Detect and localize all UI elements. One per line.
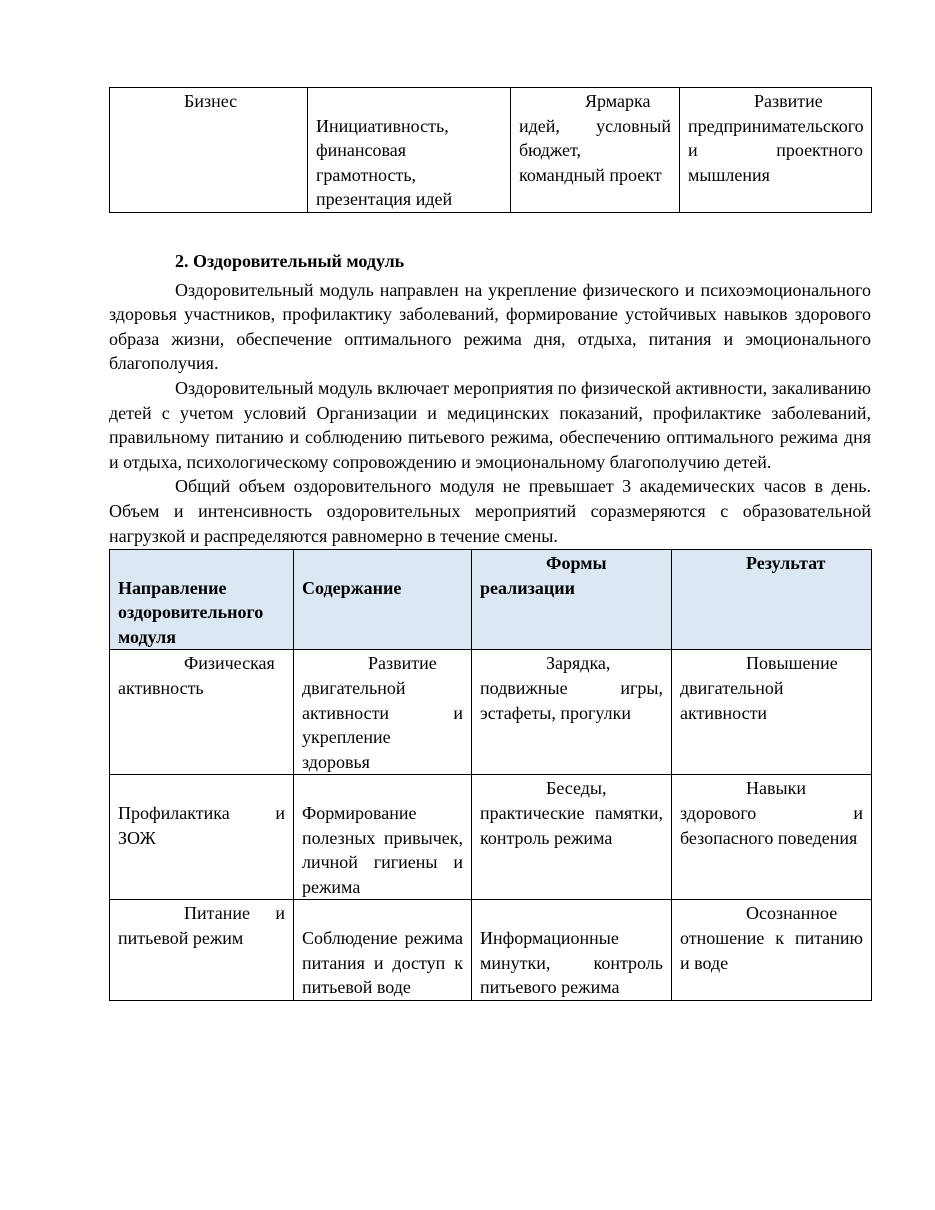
table-cell: Формирование полезных привычек, личной гигиены и режима [294, 775, 472, 900]
table-cell: Инициативность, финансовая грамотность, презентация идей [308, 88, 511, 213]
table-cell: Осознанное отношение к питанию и воде [672, 900, 872, 1000]
table-cell: Питание и питьевой режим [110, 900, 294, 1000]
table-row [110, 775, 872, 900]
table-header-row [110, 550, 872, 650]
table-row [110, 88, 872, 213]
table-cell: Информационные минутки, контроль питьевого режима [472, 900, 672, 1000]
column-header: Формы реализации [472, 550, 672, 650]
table-cell: Физическая активность [110, 650, 294, 775]
table-cell: Беседы, практические памятки, контроль режима [472, 775, 672, 900]
table-cell: Бизнес [110, 88, 308, 213]
section-title: 2. Оздоровительный модуль [175, 250, 405, 271]
paragraph: Оздоровительный модуль включает мероприятия по физической активности, закаливанию детей с учетом условий Организации и медицинских показаний, профилактике заболеваний, правильному питанию и соблюдению питьевого режима, обеспечению оптимального режима дня и отдыха, психологическому сопровождению и эмоциональному благополучию детей. [109, 377, 871, 472]
paragraph: Общий объем оздоровительного модуля не превышает 3 академических часов в день. Объем и интенсивность оздоровительных мероприятий соразмеряются с образовательной нагрузкой и распределяются равномерно в течение смены. [109, 476, 871, 546]
column-header: Результат [672, 550, 872, 650]
document-page [109, 87, 871, 1001]
table-cell: Соблюдение режима питания и доступ к питьевой воде [294, 900, 472, 1000]
table-cell: Развитие двигательной активности и укрепление здоровья [294, 650, 472, 775]
table-cell: Ярмарка идей, условный бюджет, командный проект [511, 88, 680, 213]
table-cell: Профилактика и ЗОЖ [110, 775, 294, 900]
table-cell: Развитие предпринимательского и проектного мышления [680, 88, 872, 213]
table-cell: Навыки здорового и безопасного поведения [672, 775, 872, 900]
column-header: Содержание [294, 550, 472, 650]
business-table [109, 87, 872, 213]
column-header: Направление оздоровительного модуля [110, 550, 294, 650]
health-module-table [109, 549, 872, 1001]
table-row [110, 900, 872, 1000]
paragraph: Оздоровительный модуль направлен на укрепление физического и психоэмоционального здоровья участников, профилактику заболеваний, формирование устойчивых навыков здорового образа жизни, обеспечение оптимального режима дня, отдыха, питания и эмоционального благополучия. [109, 279, 871, 374]
table-cell: Повышение двигательной активности [672, 650, 872, 775]
table-cell: Зарядка, подвижные игры, эстафеты, прогулки [472, 650, 672, 775]
table-row [110, 650, 872, 775]
